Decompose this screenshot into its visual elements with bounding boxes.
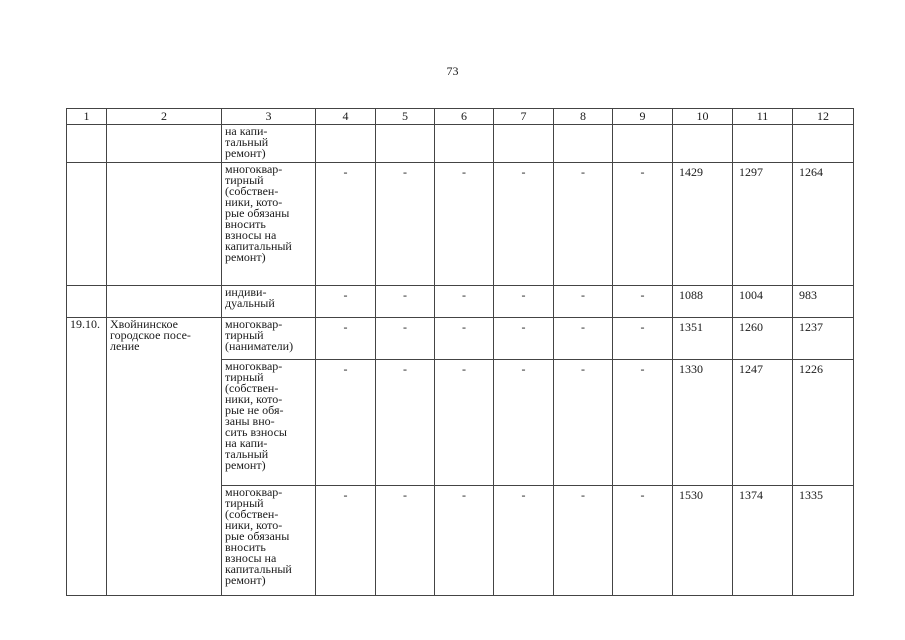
value-cell xyxy=(793,125,854,163)
value-cell: 1264 xyxy=(793,163,854,286)
value-cell: - xyxy=(435,286,494,318)
settlement-name-cell xyxy=(107,286,222,318)
value-cell: - xyxy=(435,360,494,486)
header-cell: 11 xyxy=(733,109,793,125)
value-cell: - xyxy=(554,486,613,596)
value-cell: - xyxy=(613,318,673,360)
value-cell xyxy=(613,125,673,163)
row-number-cell xyxy=(67,125,107,163)
table-row xyxy=(67,318,854,360)
value-cell: - xyxy=(554,360,613,486)
settlement-name-cell xyxy=(107,163,222,286)
value-cell: - xyxy=(316,286,376,318)
value-cell xyxy=(673,125,733,163)
value-cell: 1530 xyxy=(673,486,733,596)
housing-type-cell: многоквар- тирный (собствен- ники, кото- рые обязаны вносить взносы на капитальный ремонт) xyxy=(222,163,316,286)
housing-type-cell: индиви- дуальный xyxy=(222,286,316,318)
value-cell: - xyxy=(376,360,435,486)
settlement-name-cell: Хвойнинское городское посе- ление xyxy=(107,318,222,596)
value-cell: 1226 xyxy=(793,360,854,486)
value-cell xyxy=(554,125,613,163)
value-cell: - xyxy=(613,486,673,596)
value-cell: 1237 xyxy=(793,318,854,360)
value-cell: - xyxy=(494,163,554,286)
value-cell xyxy=(376,125,435,163)
value-cell: - xyxy=(376,318,435,360)
value-cell: - xyxy=(494,286,554,318)
value-cell: - xyxy=(316,486,376,596)
value-cell: - xyxy=(316,360,376,486)
value-cell: - xyxy=(376,163,435,286)
value-cell xyxy=(494,125,554,163)
value-cell: - xyxy=(376,286,435,318)
table-row xyxy=(67,286,854,318)
value-cell: 1330 xyxy=(673,360,733,486)
value-cell: - xyxy=(316,163,376,286)
header-cell: 2 xyxy=(107,109,222,125)
value-cell: - xyxy=(613,360,673,486)
header-cell: 10 xyxy=(673,109,733,125)
header-cell: 1 xyxy=(67,109,107,125)
value-cell: 1260 xyxy=(733,318,793,360)
value-cell: - xyxy=(376,486,435,596)
value-cell: - xyxy=(435,486,494,596)
value-cell: 1297 xyxy=(733,163,793,286)
header-cell: 4 xyxy=(316,109,376,125)
value-cell: 1351 xyxy=(673,318,733,360)
value-cell: 1088 xyxy=(673,286,733,318)
value-cell xyxy=(435,125,494,163)
tariff-table xyxy=(66,108,854,596)
header-cell: 12 xyxy=(793,109,854,125)
value-cell: 1247 xyxy=(733,360,793,486)
value-cell xyxy=(733,125,793,163)
value-cell: - xyxy=(494,360,554,486)
value-cell: 1374 xyxy=(733,486,793,596)
housing-type-cell: многоквар- тирный (собствен- ники, кото- рые обязаны вносить взносы на капитальный ремонт) xyxy=(222,486,316,596)
value-cell xyxy=(316,125,376,163)
settlement-name-cell xyxy=(107,125,222,163)
header-cell: 3 xyxy=(222,109,316,125)
value-cell: - xyxy=(613,286,673,318)
value-cell: - xyxy=(494,486,554,596)
header-row xyxy=(67,109,854,125)
value-cell: - xyxy=(554,286,613,318)
housing-type-cell: многоквар- тирный (собствен- ники, кото- рые не обя- заны вно- сить взносы на капи- тальный ремонт) xyxy=(222,360,316,486)
value-cell: 1335 xyxy=(793,486,854,596)
row-number-cell xyxy=(67,286,107,318)
header-cell: 5 xyxy=(376,109,435,125)
row-number-cell xyxy=(67,163,107,286)
value-cell: - xyxy=(494,318,554,360)
housing-type-cell: на капи- тальный ремонт) xyxy=(222,125,316,163)
value-cell: - xyxy=(554,163,613,286)
value-cell: - xyxy=(613,163,673,286)
value-cell: - xyxy=(435,318,494,360)
header-cell: 6 xyxy=(435,109,494,125)
header-cell: 9 xyxy=(613,109,673,125)
table-row xyxy=(67,125,854,163)
value-cell: 983 xyxy=(793,286,854,318)
header-cell: 8 xyxy=(554,109,613,125)
housing-type-cell: многоквар- тирный (наниматели) xyxy=(222,318,316,360)
value-cell: - xyxy=(316,318,376,360)
row-number-cell: 19.10. xyxy=(67,318,107,596)
value-cell: 1429 xyxy=(673,163,733,286)
value-cell: 1004 xyxy=(733,286,793,318)
value-cell: - xyxy=(435,163,494,286)
page-number: 73 xyxy=(446,64,459,78)
value-cell: - xyxy=(554,318,613,360)
table-row xyxy=(67,163,854,286)
header-cell: 7 xyxy=(494,109,554,125)
